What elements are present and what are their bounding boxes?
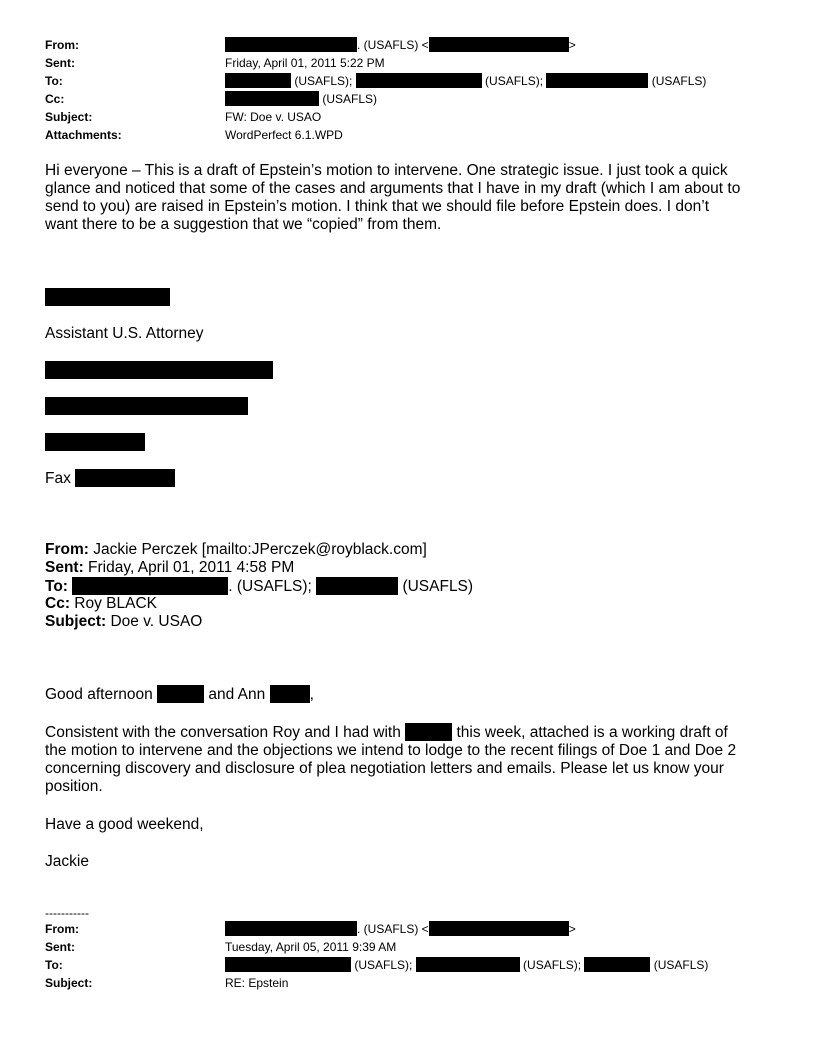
redaction (75, 469, 175, 487)
fax-label: Fax (45, 470, 71, 487)
redaction (584, 957, 650, 972)
redaction (429, 37, 569, 52)
redaction (225, 957, 351, 972)
from-label-2: From: (45, 541, 89, 558)
greeting-line (45, 685, 314, 704)
cc-row-2 (45, 595, 473, 613)
redaction (225, 921, 357, 936)
subject-label: Subject: (45, 110, 93, 124)
from-label-3: From: (45, 922, 79, 936)
redaction (416, 957, 520, 972)
divider-line: ----------- (45, 906, 89, 920)
to-row-2 (45, 577, 473, 595)
fax-line (45, 469, 175, 488)
message-2-line-3: concerning discovery and disclosure of plea negotiation letters and emails. Please let us know your (45, 760, 724, 777)
from-separator: . (USAFLS) < (357, 38, 429, 52)
subject-value: FW: Doe v. USAO (225, 110, 322, 124)
from-end-3: > (568, 922, 576, 936)
from-value-2[interactable]: Jackie Perczek [mailto:JPerczek@royblack.com] (88, 541, 427, 558)
redaction (72, 577, 228, 595)
email-header-2 (45, 541, 473, 631)
redaction (356, 73, 482, 88)
redaction (225, 91, 319, 106)
greeting-text-2: and Ann (208, 686, 266, 703)
greeting-text: Good afternoon (45, 686, 153, 703)
signature-title: Assistant U.S. Attorney (45, 325, 204, 342)
subject-row-2 (45, 613, 473, 631)
to-separator-2b: (USAFLS) (402, 578, 474, 595)
sent-label: Sent: (45, 56, 75, 70)
to-separator-3b: (USAFLS); (523, 958, 582, 972)
message-1-line-1: Hi everyone – This is a draft of Epstein’s motion to intervene. One strategic issue. I just took a quick (45, 162, 728, 179)
redaction (45, 433, 145, 451)
closing-line: Have a good weekend, (45, 816, 204, 833)
redaction (405, 723, 452, 741)
redaction (45, 397, 248, 415)
redaction (546, 73, 648, 88)
from-row-2 (45, 541, 473, 559)
redaction (316, 577, 398, 595)
from-label: From: (45, 38, 79, 52)
from-separator-3: . (USAFLS) < (357, 922, 429, 936)
cc-separator: (USAFLS) (322, 92, 378, 106)
to-separator-2a: . (USAFLS); (228, 578, 312, 595)
from-end: > (568, 38, 576, 52)
subject-value-2: Doe v. USAO (106, 613, 203, 630)
cc-label: Cc: (45, 92, 65, 106)
cc-label-2: Cc: (45, 595, 70, 612)
sent-value-2: Friday, April 01, 2011 4:58 PM (83, 559, 295, 576)
to-separator-3c: (USAFLS) (653, 958, 709, 972)
message-1-body (45, 162, 740, 234)
message-2-line-4: position. (45, 778, 103, 795)
greeting-comma: , (309, 686, 314, 703)
redaction (45, 361, 273, 379)
to-label-3: To: (45, 958, 63, 972)
sent-row-2 (45, 559, 473, 577)
sent-label-2: Sent: (45, 559, 84, 576)
message-2-line-2: the motion to intervene and the objections we intend to lodge to the recent filings of Doe 1 and Doe 2 (45, 742, 737, 759)
cc-value-2: Roy BLACK (69, 595, 157, 612)
redaction (225, 37, 357, 52)
message-1-line-2: glance and noticed that some of the cases and arguments that I have in my draft (which I am about to (45, 180, 741, 197)
redaction (429, 921, 569, 936)
subject-value-3: RE: Epstein (225, 976, 289, 990)
sent-value-3: Tuesday, April 05, 2011 9:39 AM (225, 940, 397, 954)
redaction (270, 685, 310, 703)
to-separator-2: (USAFLS); (485, 74, 544, 88)
attachments-label: Attachments: (45, 128, 122, 142)
message-2-paragraph (45, 723, 736, 796)
subject-label-2: Subject: (45, 613, 107, 630)
to-label-2: To: (45, 578, 68, 595)
message-2-line-1: Consistent with the conversation Roy and I had with this week, attached is a working draft of (45, 724, 728, 741)
message-1-line-3: send to you) are raised in Epstein’s motion. I think that we should file before Epstein does. I don’t (45, 198, 710, 215)
message-1-line-4: want there to be a suggestion that we “copied” from them. (45, 216, 442, 233)
signoff-name: Jackie (45, 853, 89, 870)
to-separator-1: (USAFLS); (294, 74, 353, 88)
to-separator-3a: (USAFLS); (354, 958, 413, 972)
redaction (157, 685, 204, 703)
sent-label-3: Sent: (45, 940, 75, 954)
subject-label-3: Subject: (45, 976, 93, 990)
attachment-file[interactable]: WordPerfect 6.1.WPD (225, 128, 343, 142)
sent-value: Friday, April 01, 2011 5:22 PM (225, 56, 385, 70)
to-label: To: (45, 74, 63, 88)
to-separator-3: (USAFLS) (651, 74, 707, 88)
redaction (45, 288, 170, 306)
redaction (225, 73, 291, 88)
